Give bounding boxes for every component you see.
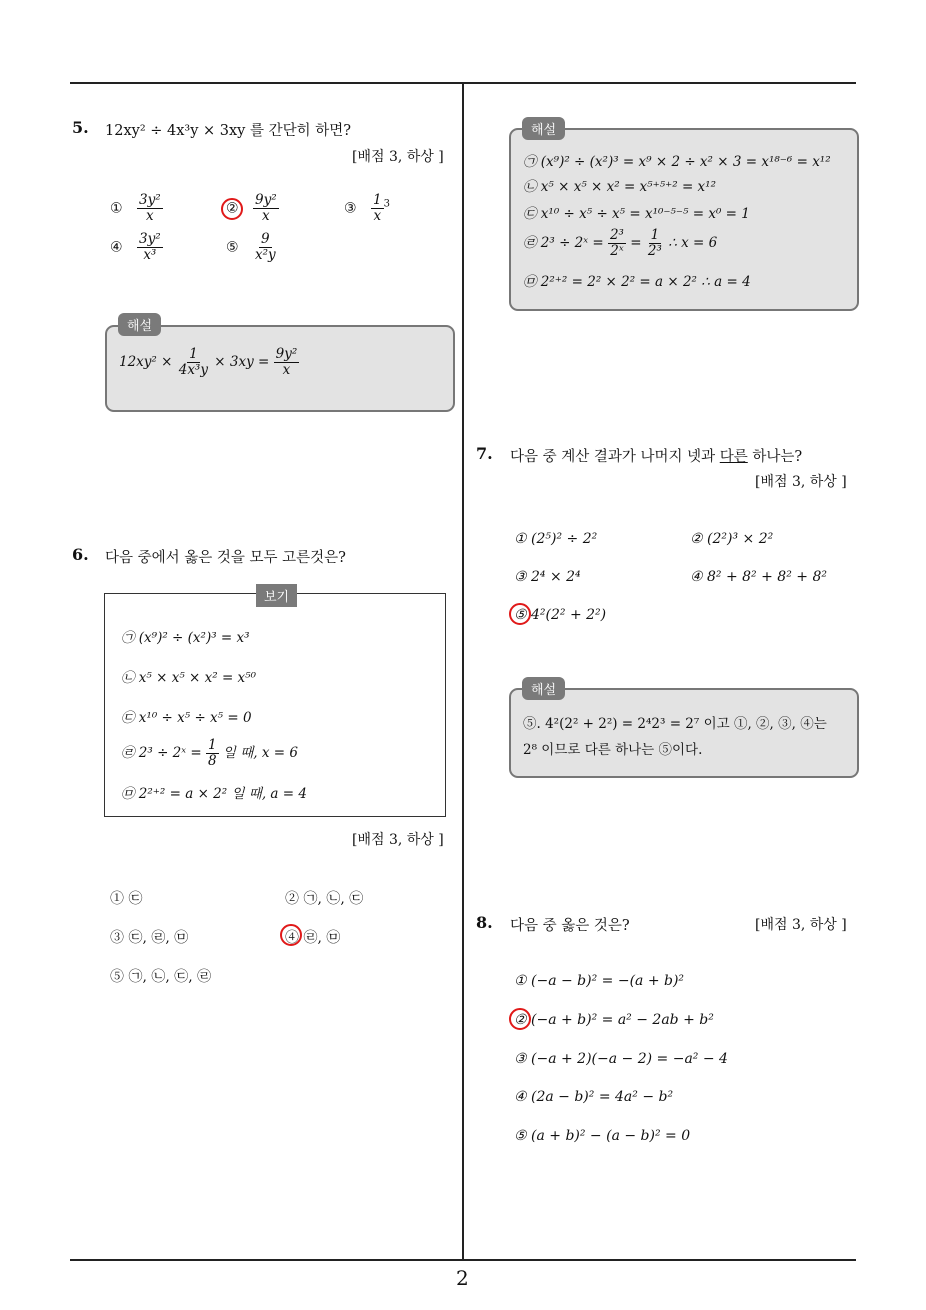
q8-option-2[interactable]: ② (−a + b)² = a² − 2ab + b² <box>514 1012 714 1028</box>
q6-solution-line-4: ㉣ 2³ ÷ 2ˣ = $\frac{\text{2³}}{\text{2ˣ}}$ = $\frac{1}{\text{2³}}$ ∴ x = 6 <box>523 227 718 259</box>
q8-answer-mark <box>509 1008 531 1030</box>
q6-item-2: ㉡ x⁵ × x⁵ × x² = x⁵⁰ <box>121 670 256 686</box>
q7-option-1[interactable]: ① (2⁵)² ÷ 2² <box>514 531 598 547</box>
q6-item-1: ㉠ (x⁹)² ÷ (x²)³ = x³ <box>121 630 250 646</box>
q8-text: 다음 중 옳은 것은? <box>510 918 630 934</box>
q6-solution-tag: 해설 <box>522 117 565 140</box>
q6-number: 6. <box>72 545 89 564</box>
column-divider <box>462 83 464 1260</box>
q6-score: [배점 3, 하상 ] <box>352 832 444 848</box>
q7-solution-box <box>509 688 859 778</box>
page-number: 2 <box>456 1266 469 1290</box>
q6-option-4[interactable]: ④ ㉣, ㉤ <box>285 930 341 946</box>
q8-option-3[interactable]: ③ (−a + 2)(−a − 2) = −a² − 4 <box>514 1051 728 1067</box>
q7-solution-tag: 해설 <box>522 677 565 700</box>
q5-solution-box <box>105 325 455 412</box>
q7-option-2[interactable]: ② (2²)³ × 2² <box>690 531 774 547</box>
q6-item-4: ㉣ 2³ ÷ 2ˣ = $\frac{1}{8}$ 일 때, x = 6 <box>121 737 298 769</box>
q8-number: 8. <box>476 913 493 932</box>
q6-item-5: ㉤ 2²⁺² = a × 2² 일 때, a = 4 <box>121 786 307 802</box>
q7-text: 다음 중 계산 결과가 나머지 넷과 다른 하나는? <box>510 449 803 465</box>
q7-number: 7. <box>476 444 493 463</box>
q6-option-3[interactable]: ③ ㉢, ㉣, ㉤ <box>110 930 189 946</box>
q8-score: [배점 3, 하상 ] <box>755 917 847 933</box>
q5-solution-line: 12xy² × $\frac{1}{\text{4x³y}}$ × 3xy = $\frac{\text{9y²}}{x}$ <box>119 346 298 378</box>
q7-solution-line-1: ⑤. 4²(2² + 2²) = 2⁴2³ = 2⁷ 이고 ①, ②, ③, ④는 <box>523 716 827 732</box>
q5-text: 12xy² ÷ 4x³y × 3xy 를 간단히 하면? <box>105 123 352 139</box>
q7-score: [배점 3, 하상 ] <box>755 474 847 490</box>
q5-score: [배점 3, 하상 ] <box>352 149 444 165</box>
q6-solution-line-2: ㉡ x⁵ × x⁵ × x² = x⁵⁺⁵⁺² = x¹² <box>523 179 716 195</box>
q7-option-5[interactable]: ⑤ 4²(2² + 2²) <box>514 607 607 623</box>
q8-option-5[interactable]: ⑤ (a + b)² − (a − b)² = 0 <box>514 1128 691 1144</box>
q5-number: 5. <box>72 118 89 137</box>
q5-solution-tag: 해설 <box>118 313 161 336</box>
q6-box-tag: 보기 <box>256 584 297 607</box>
q7-option-4[interactable]: ④ 8² + 8² + 8² + 8² <box>690 569 827 585</box>
q7-option-3[interactable]: ③ 2⁴ × 2⁴ <box>514 569 581 585</box>
q5-option-4[interactable]: ④ $\frac{\text{3y²}}{\text{x³}}$ <box>110 231 161 263</box>
q5-option-3[interactable]: ③ $\frac{1}{x}$ $^3$ <box>344 192 390 224</box>
q8-option-4[interactable]: ④ (2a − b)² = 4a² − b² <box>514 1089 674 1105</box>
q6-solution-box <box>509 128 859 311</box>
q5-option-5[interactable]: ⑤ $\frac{9}{\text{x²y}}$ <box>226 231 276 263</box>
q6-answer-mark <box>280 924 302 946</box>
q7-answer-mark <box>509 603 531 625</box>
q8-option-1[interactable]: ① (−a − b)² = −(a + b)² <box>514 973 685 989</box>
q6-solution-line-5: ㉤ 2²⁺² = 2² × 2² = a × 2² ∴ a = 4 <box>523 274 751 290</box>
q5-option-2[interactable]: ② $\frac{\text{9y²}}{x}$ <box>226 192 277 224</box>
q6-solution-line-3: ㉢ x¹⁰ ÷ x⁵ ÷ x⁵ = x¹⁰⁻⁵⁻⁵ = x⁰ = 1 <box>523 206 750 222</box>
q6-option-1[interactable]: ① ㉢ <box>110 891 143 907</box>
q7-solution-line-2: 2⁸ 이므로 다른 하나는 ⑤이다. <box>523 742 703 758</box>
q6-text: 다음 중에서 옳은 것을 모두 고른것은? <box>105 550 346 566</box>
q6-solution-line-1: ㉠ (x⁹)² ÷ (x²)³ = x⁹ × 2 ÷ x² × 3 = x¹⁸⁻⁶ = x¹² <box>523 154 831 170</box>
q6-option-5[interactable]: ⑤ ㉠, ㉡, ㉢, ㉣ <box>110 969 212 985</box>
q6-option-2[interactable]: ② ㉠, ㉡, ㉢ <box>285 891 364 907</box>
q6-example-box <box>104 593 446 817</box>
q6-item-3: ㉢ x¹⁰ ÷ x⁵ ÷ x⁵ = 0 <box>121 710 252 726</box>
q5-answer-mark <box>221 198 243 220</box>
bottom-rule <box>70 1259 856 1261</box>
q5-option-1[interactable]: ① $\frac{\text{3y²}}{x}$ <box>110 192 161 224</box>
